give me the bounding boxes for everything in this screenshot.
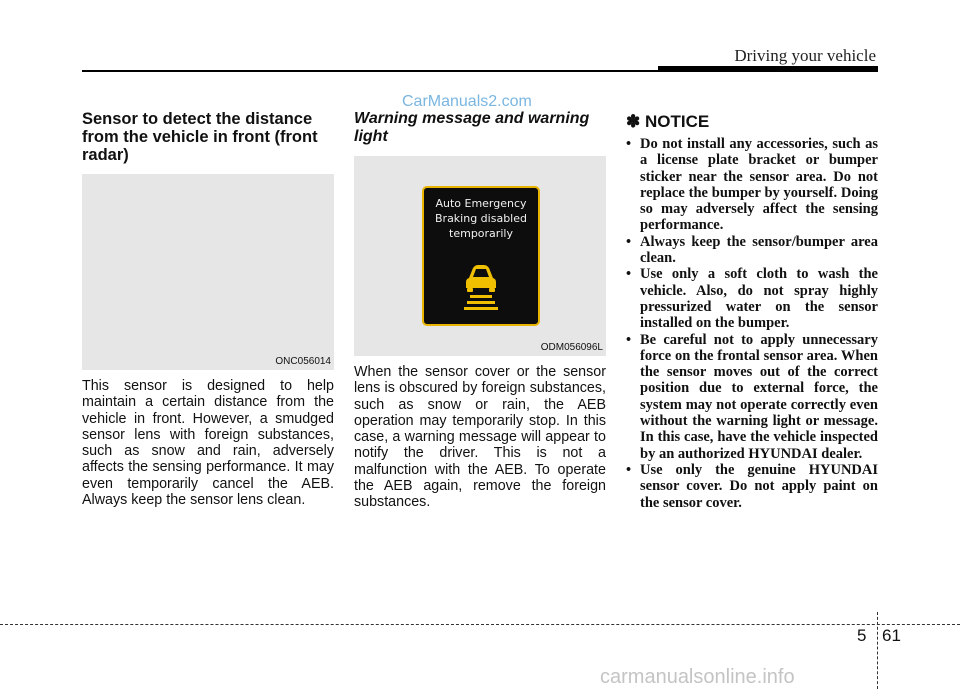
body-text: When the sensor cover or the sensor lens is obscured by foreign substances, such as snow or rain, the AEB operation may temporarily stop. In this case, a warning message will appear to notify the driver. This is not a malfunction with the AEB. To operate the AEB again, remove the foreign substances.: [354, 364, 606, 511]
header-rule-thick: [658, 66, 878, 72]
section-heading: Sensor to detect the distance from the vehicle in front (front radar): [82, 110, 318, 164]
bullet-icon: •: [626, 331, 632, 348]
cluster-display: [422, 186, 540, 326]
section-heading: Warning message and warning light: [354, 110, 590, 145]
watermark: CarManuals2.com: [402, 93, 532, 110]
bullet-icon: •: [626, 266, 632, 283]
notice-item: • Be careful not to apply unnecessary force on the frontal sensor area. When the sensor moves out of the correct position due to external force, the system may not operate correctly even without the warning light or message. In this case, have the vehicle inspected by an authorized HYUNDAI dealer.: [626, 331, 878, 462]
column-front-radar: [82, 110, 334, 164]
column-warning: [354, 110, 606, 146]
notice-list: [626, 136, 878, 511]
page-number: 61: [882, 626, 901, 645]
radar-figure: [82, 174, 334, 370]
bullet-icon: •: [626, 233, 632, 250]
notice-item: • Do not install any accessories, such as a license plate bracket or bumper sticker near the sensor area. Do not replace the bumper by yourself. Doing so may adversely affect the sensing performance.: [626, 136, 878, 234]
notice-title: NOTICE: [644, 112, 710, 131]
notice-item: • Use only the genuine HYUNDAI sensor cover. Do not apply paint on the sensor cover.: [626, 461, 878, 511]
notice-item: • Use only a soft cloth to wash the vehicle. Also, do not spray highly pressurized water on the sensor installed on the bumper.: [626, 266, 878, 332]
header-title: Driving your vehicle: [734, 46, 876, 65]
vehicle-approach-icon: [451, 256, 511, 316]
footer-watermark: carmanualsonline.info: [600, 666, 795, 688]
bullet-icon: •: [626, 136, 632, 152]
figure-code: ONC056014: [275, 356, 331, 367]
chapter-number: 5: [857, 626, 867, 645]
footer-divider: [877, 612, 878, 689]
bullet-icon: •: [626, 461, 632, 478]
figure-code: ODM056096L: [540, 342, 603, 353]
notice-item: • Always keep the sensor/bumper area clean.: [626, 233, 878, 267]
warning-figure: [354, 156, 606, 356]
notice-box: [626, 112, 878, 511]
notice-heading: [626, 112, 878, 132]
body-text: This sensor is designed to help maintain a certain distance from the vehicle in front. However, a smudged sensor lens with foreign substances, such as snow and rain, adversely affects the sensing performance. It may even temporarily cancel the AEB. Always keep the sensor lens clean.: [82, 378, 334, 509]
display-message: Auto Emergency Braking disabled temporarily: [435, 197, 527, 240]
notice-symbol-icon: ✽: [626, 112, 641, 131]
footer-rule: [0, 624, 960, 625]
